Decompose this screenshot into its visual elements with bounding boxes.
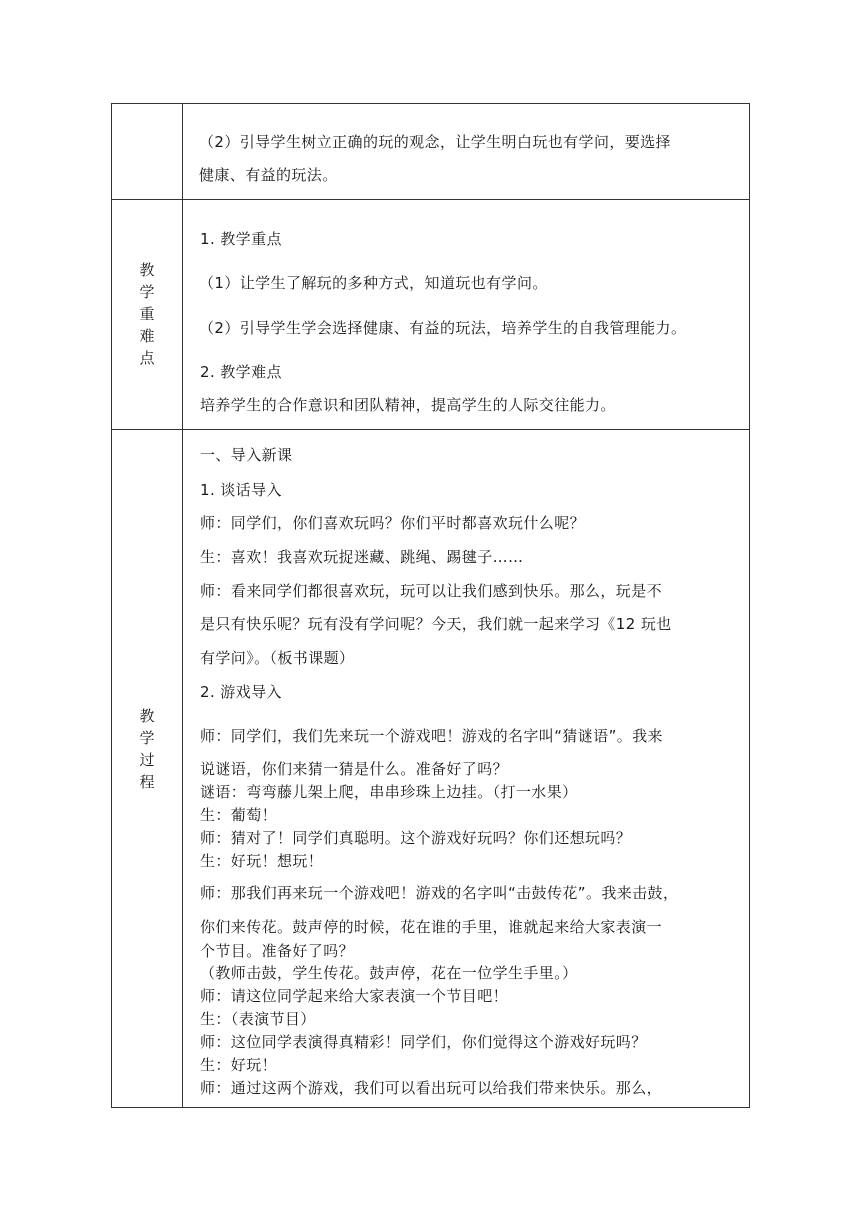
dialogue-line: （教师击鼓，学生传花。鼓声停，花在一位学生手里。） <box>200 964 578 982</box>
dialogue-line: 是只有快乐呢？玩有没有学问呢？今天，我们就一起来学习《12 玩也 <box>200 615 672 633</box>
label-char: 学 <box>139 283 155 301</box>
dialogue-line: 你们来传花。鼓声停的时候，花在谁的手里，谁就起来给大家表演一 <box>200 918 663 936</box>
label-char: 过 <box>139 751 155 769</box>
section-heading: 2. 教学难点 <box>200 363 282 381</box>
dialogue-line: 师：这位同学表演得真精彩！同学们，你们觉得这个游戏好玩吗？ <box>200 1033 647 1051</box>
dialogue-line: 师：通过这两个游戏，我们可以看出玩可以给我们带来快乐。那么， <box>200 1079 663 1097</box>
label-char: 教 <box>139 707 155 725</box>
section-heading: 一、导入新课 <box>200 446 293 464</box>
dialogue-line: 生：葡萄！ <box>200 806 278 824</box>
objective-line: 健康、有益的玩法。 <box>199 166 338 184</box>
objective-line: （2）引导学生树立正确的玩的观念，让学生明白玩也有学问，要选择 <box>199 133 671 151</box>
dialogue-line: 个节目。准备好了吗？ <box>200 942 355 960</box>
content-line: 培养学生的合作意识和团队精神，提高学生的人际交往能力。 <box>200 396 616 414</box>
content-line: （1）让学生了解玩的多种方式，知道玩也有学问。 <box>199 274 548 292</box>
label-char: 教 <box>139 261 155 279</box>
row-divider <box>112 429 749 430</box>
dialogue-line: 有学问》。（板书课题） <box>200 649 355 667</box>
label-char: 重 <box>139 305 155 323</box>
section-heading: 1. 教学重点 <box>200 230 282 248</box>
row-label-teaching-process <box>112 699 182 799</box>
dialogue-line: 师：那我们再来玩一个游戏吧！游戏的名字叫“击鼓传花”。我来击鼓， <box>200 884 679 902</box>
label-char: 学 <box>139 729 155 747</box>
dialogue-line: 师：同学们，我们先来玩一个游戏吧！游戏的名字叫“猜谜语”。我来 <box>200 727 663 745</box>
dialogue-line: 生：好玩！想玩！ <box>200 852 324 870</box>
dialogue-line: 说谜语，你们来猜一猜是什么。准备好了吗？ <box>200 760 509 778</box>
label-char: 程 <box>139 773 155 791</box>
label-char: 点 <box>139 349 155 367</box>
column-divider <box>182 104 183 1107</box>
row-label-key-difficult-points <box>112 199 182 429</box>
dialogue-line: 生：好玩！ <box>200 1056 278 1074</box>
dialogue-line: 谜语：弯弯藤儿架上爬，串串珍珠上边挂。（打一水果） <box>200 783 578 801</box>
content-line: （2）引导学生学会选择健康、有益的玩法，培养学生的自我管理能力。 <box>199 319 687 337</box>
label-char: 难 <box>139 327 155 345</box>
dialogue-line: 师：同学们，你们喜欢玩吗？你们平时都喜欢玩什么呢？ <box>200 514 586 532</box>
subsection-heading: 1. 谈话导入 <box>200 481 282 499</box>
row-divider <box>112 199 749 200</box>
subsection-heading: 2. 游戏导入 <box>200 683 282 701</box>
dialogue-line: 师：猜对了！同学们真聪明。这个游戏好玩吗？你们还想玩吗？ <box>200 829 632 847</box>
dialogue-line: 师：请这位同学起来给大家表演一个节目吧！ <box>200 987 509 1005</box>
dialogue-line: 师：看来同学们都很喜欢玩，玩可以让我们感到快乐。那么，玩是不 <box>200 582 663 600</box>
dialogue-line: 生：（表演节目） <box>200 1010 316 1028</box>
dialogue-line: 生：喜欢！我喜欢玩捉迷藏、跳绳、踢毽子…… <box>200 548 524 566</box>
